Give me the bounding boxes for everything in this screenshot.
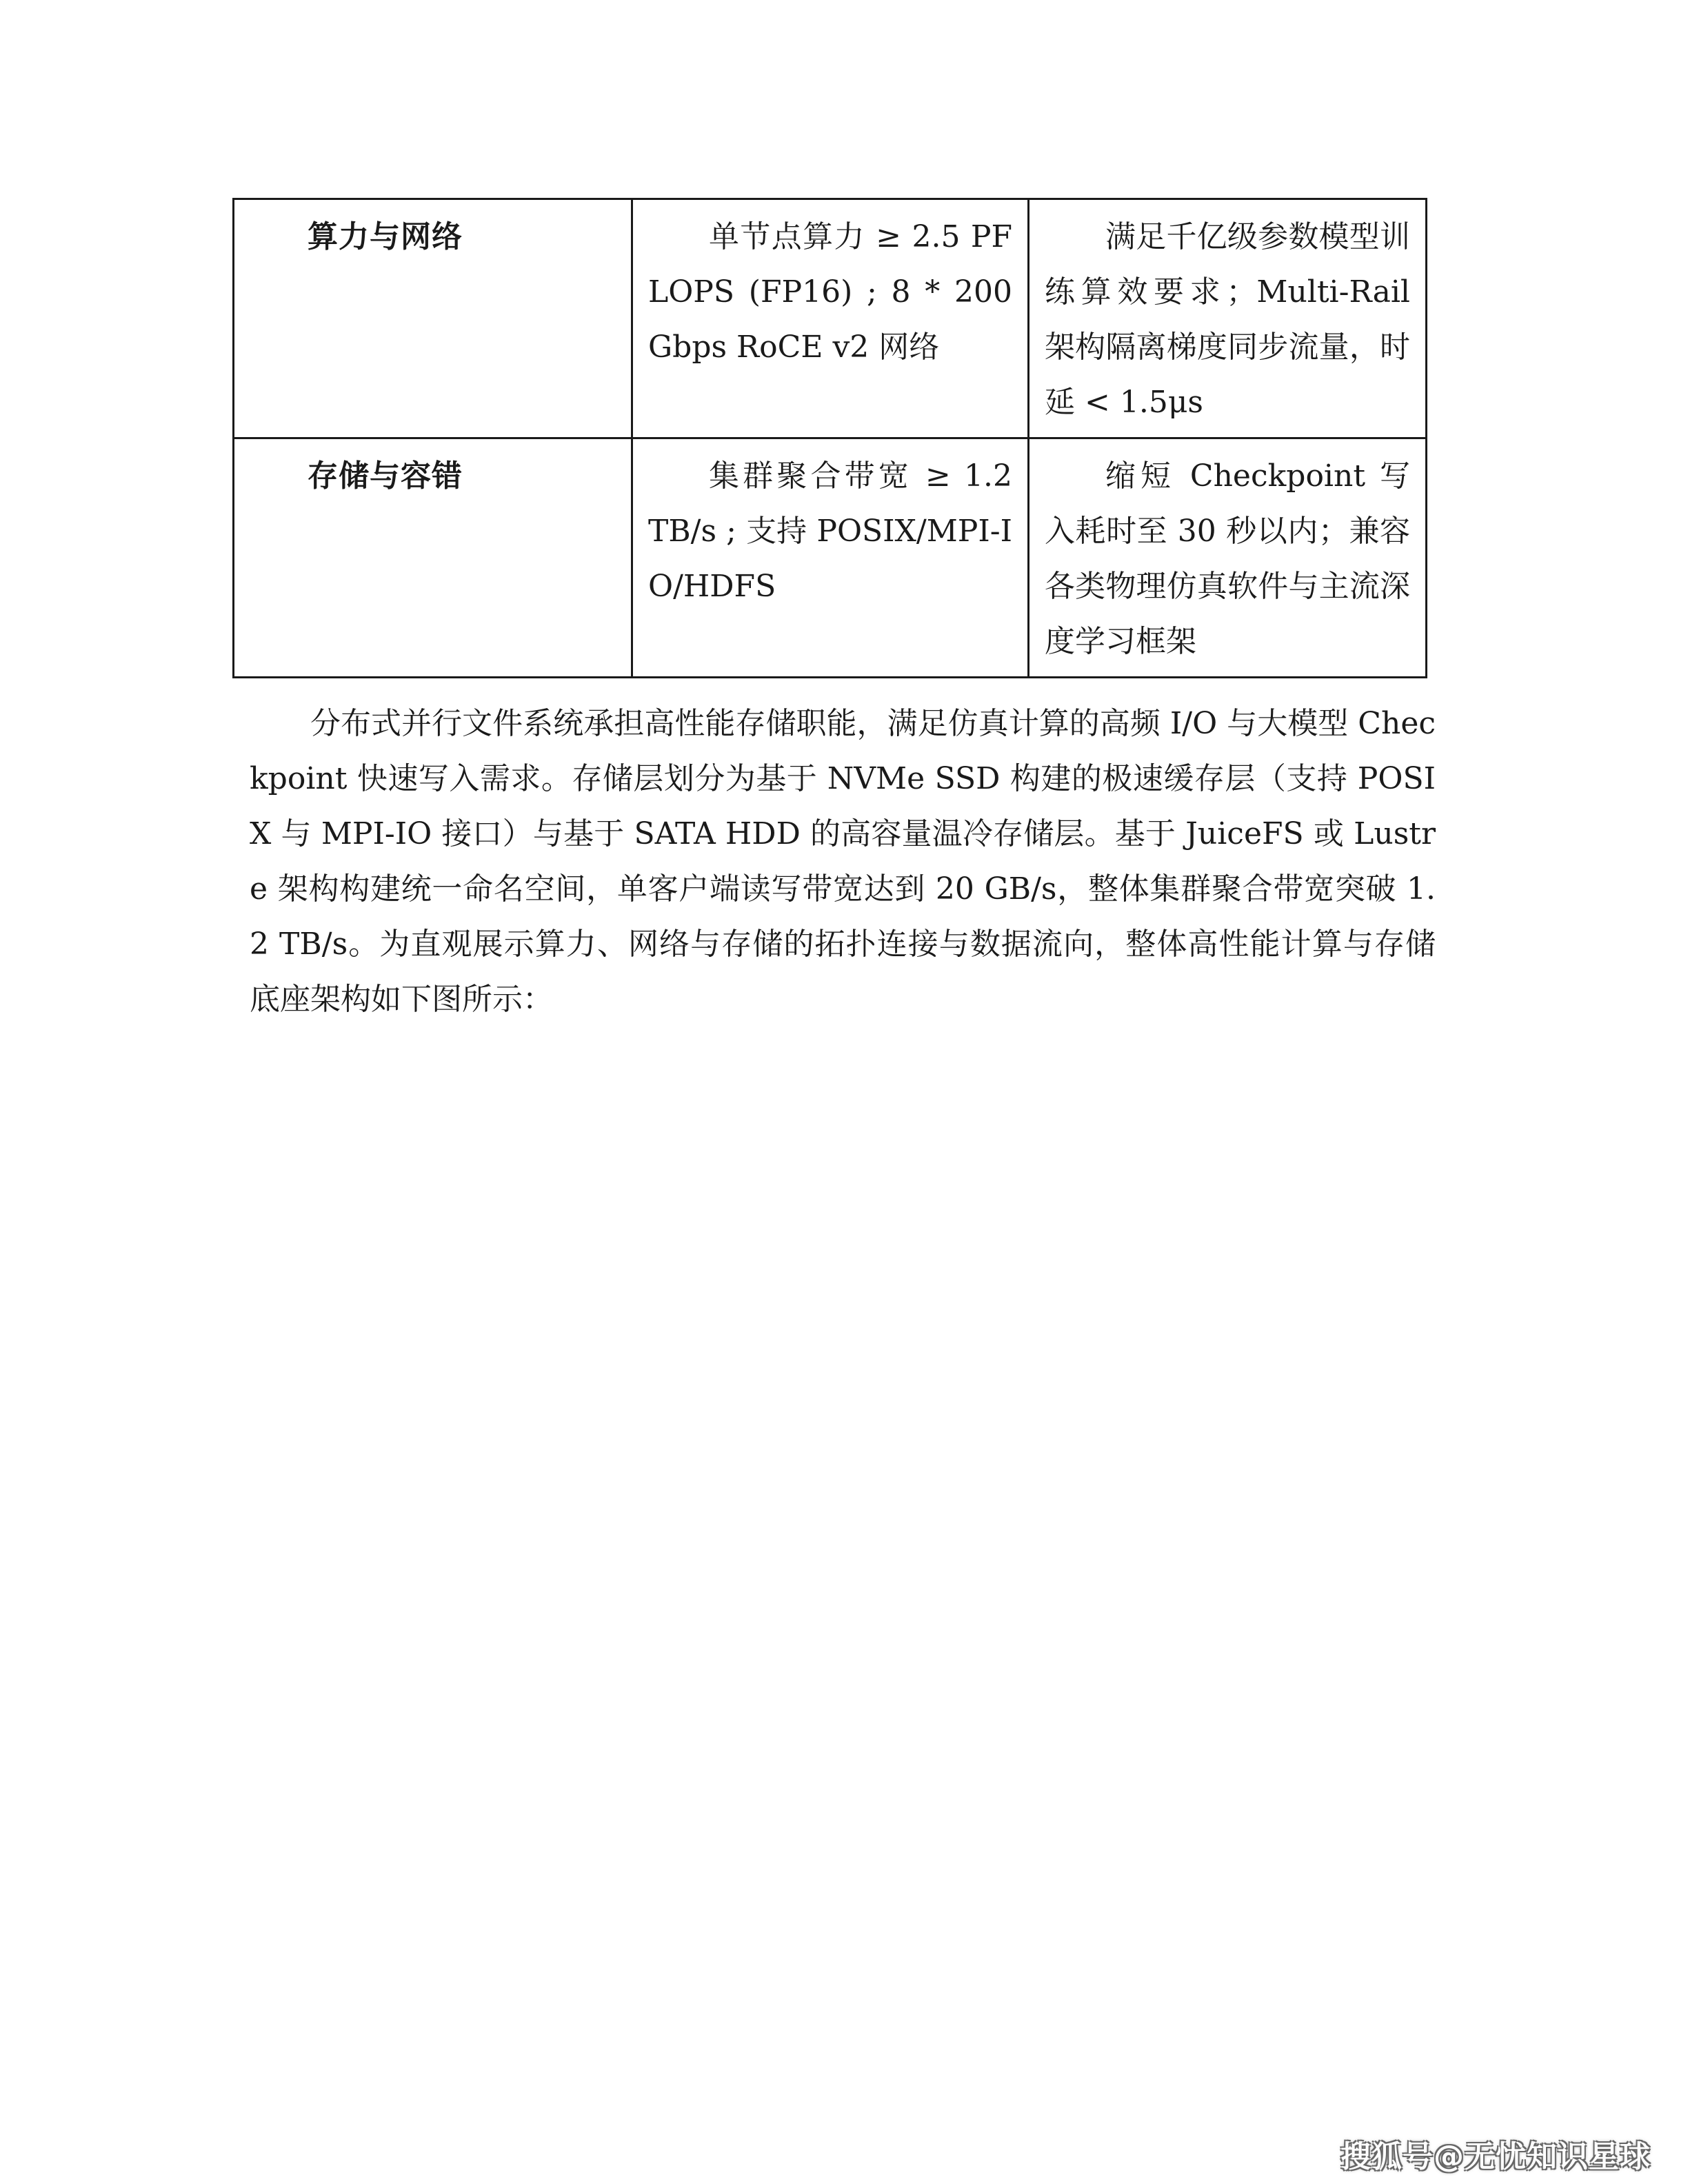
body-paragraph: 分布式并行文件系统承担高性能存储职能，满足仿真计算的高频 I/O 与大模型 Checkpoint 快速写入需求。存储层划分为基于 NVMe SSD 构建的极速缓存层（支持 POSIX 与 MPI-IO 接口）与基于 SATA HDD 的高容量温冷存储层。基于 JuiceFS 或 Lustre 架构构建统一命名空间，单客户端读写带宽达到 20 GB/s，整体集群聚合带宽突破 1.2 TB/s。为直观展示算力、网络与存储的拓扑连接与数据流向，整体高性能计算与存储底座架构如下图所示： xyxy=(250,706,1436,1017)
spec-table xyxy=(232,198,1427,678)
table-row xyxy=(234,438,1427,678)
spec-cell: 单节点算力 ≥ 2.5 PFLOPS (FP16) ; 8 * 200Gbps RoCE v2 网络 xyxy=(632,199,1029,438)
spec-cell: 集群聚合带宽 ≥ 1.2 TB/s ; 支持 POSIX/MPI-IO/HDFS xyxy=(632,438,1029,678)
table-row xyxy=(234,199,1427,438)
goal-cell: 满足千亿级参数模型训练算效要求；Multi-Rail 架构隔离梯度同步流量，时延 < 1.5μs xyxy=(1029,199,1427,438)
category-cell: 存储与容错 xyxy=(234,438,632,678)
source-watermark: 搜狐号@无忧知识星球 xyxy=(1340,2139,1651,2174)
category-cell: 算力与网络 xyxy=(234,199,632,438)
goal-cell: 缩短 Checkpoint 写入耗时至 30 秒以内；兼容各类物理仿真软件与主流深度学习框架 xyxy=(1029,438,1427,678)
